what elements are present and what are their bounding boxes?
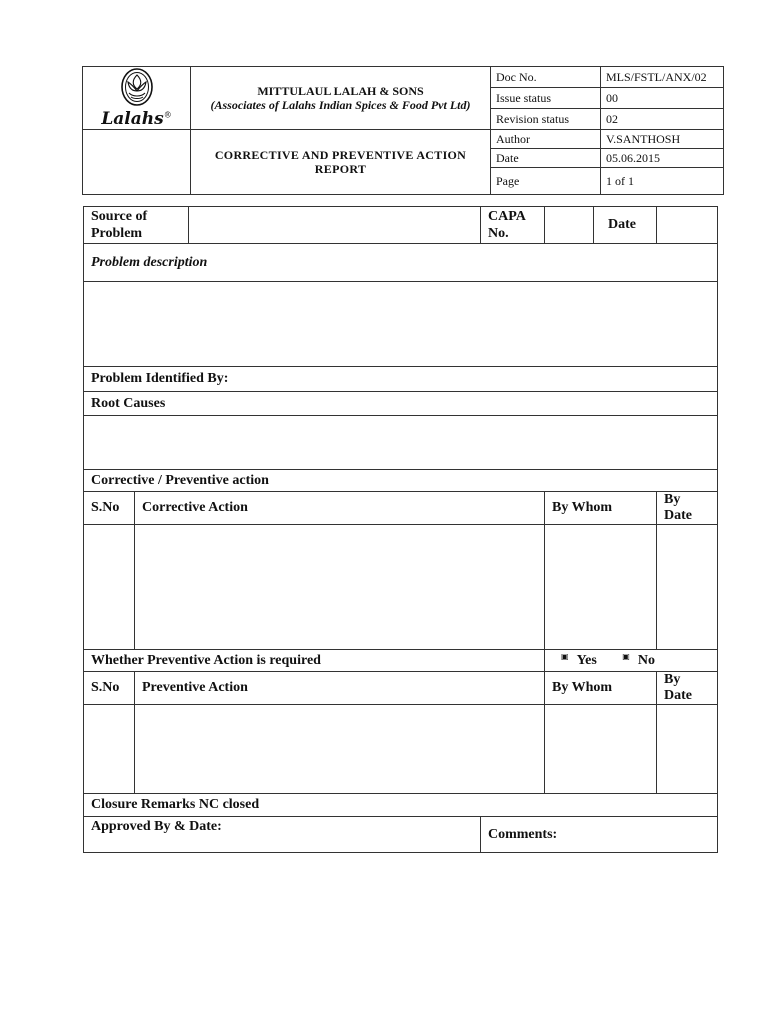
- preventive-col-by-date: By Date: [657, 672, 718, 705]
- no-option[interactable]: [622, 653, 655, 669]
- problem-description-label: Problem description: [84, 244, 718, 282]
- corrective-col-sno: S.No: [84, 492, 135, 525]
- corrective-by-whom-field[interactable]: [545, 525, 657, 650]
- meta-value-revision-status: 02: [601, 109, 724, 130]
- preventive-by-date-field[interactable]: [657, 705, 718, 794]
- date-field[interactable]: [657, 207, 718, 244]
- preventive-required-label: Whether Preventive Action is required: [84, 650, 545, 672]
- meta-value-doc-no: MLS/FSTL/ANX/02: [601, 67, 724, 88]
- meta-value-page: 1 of 1: [601, 168, 724, 195]
- company-logo: [83, 67, 190, 129]
- checkbox-icon[interactable]: ▣: [561, 652, 569, 661]
- logo-cell: [83, 67, 191, 130]
- capa-no-field[interactable]: [545, 207, 594, 244]
- meta-value-author: V.SANTHOSH: [601, 130, 724, 149]
- source-of-problem-label-line2: Problem: [91, 226, 143, 241]
- meta-label-revision-status: Revision status: [491, 109, 601, 130]
- meta-value-issue-status: 00: [601, 88, 724, 109]
- preventive-sno-field[interactable]: [84, 705, 135, 794]
- yes-option[interactable]: [561, 653, 597, 669]
- checkbox-icon[interactable]: ▣: [622, 652, 630, 661]
- meta-label-doc-no: Doc No.: [491, 67, 601, 88]
- meta-label-date: Date: [491, 149, 601, 168]
- corrective-col-by-whom: By Whom: [545, 492, 657, 525]
- preventive-col-sno: S.No: [84, 672, 135, 705]
- corrective-action-field[interactable]: [135, 525, 545, 650]
- corrective-col-action: Corrective Action: [135, 492, 545, 525]
- company-associate: (Associates of Lalahs Indian Spices & Food Pvt Ltd): [210, 98, 471, 112]
- closure-remarks-label: Closure Remarks NC closed: [84, 794, 718, 817]
- yes-label: Yes: [576, 653, 597, 668]
- date-label: Date: [594, 207, 657, 244]
- corrective-by-date-field[interactable]: [657, 525, 718, 650]
- corrective-sno-field[interactable]: [84, 525, 135, 650]
- report-title-line2: REPORT: [314, 162, 367, 176]
- preventive-required-choices: [545, 650, 718, 672]
- document-header: [82, 66, 724, 195]
- preventive-by-whom-field[interactable]: [545, 705, 657, 794]
- approved-by-label: Approved By & Date:: [91, 819, 222, 834]
- report-title-line1: CORRECTIVE AND PREVENTIVE ACTION: [214, 148, 467, 162]
- capa-no-label-line1: CAPA: [488, 209, 526, 224]
- corrective-col-by-date: By Date: [657, 492, 718, 525]
- no-label: No: [637, 653, 655, 668]
- company-name: MITTULAUL LALAH & SONS: [257, 84, 424, 98]
- problem-identified-by-label: Problem Identified By:: [84, 367, 718, 392]
- approved-by-cell[interactable]: [84, 817, 481, 853]
- problem-description-field[interactable]: [84, 282, 718, 367]
- root-causes-field[interactable]: [84, 416, 718, 470]
- comments-label: Comments:: [488, 826, 558, 842]
- capa-no-label-line2: No.: [488, 226, 509, 241]
- preventive-col-action: Preventive Action: [135, 672, 545, 705]
- capa-no-label: [481, 207, 545, 244]
- report-title-cell: [191, 130, 491, 195]
- capa-form: [83, 206, 718, 853]
- root-causes-label: Root Causes: [84, 392, 718, 416]
- meta-label-page: Page: [491, 168, 601, 195]
- lotus-emblem-icon: [119, 67, 155, 107]
- meta-label-issue-status: Issue status: [491, 88, 601, 109]
- preventive-col-by-whom: By Whom: [545, 672, 657, 705]
- corrective-preventive-section-label: Corrective / Preventive action: [84, 470, 718, 492]
- comments-cell[interactable]: [481, 817, 718, 853]
- logo-cell-lower: [83, 130, 191, 195]
- meta-value-date: 05.06.2015: [601, 149, 724, 168]
- source-of-problem-label-line1: Source of: [91, 209, 148, 224]
- meta-label-author: Author: [491, 130, 601, 149]
- source-of-problem-label: [84, 207, 189, 244]
- logo-wordmark: Lalahs®: [101, 109, 172, 129]
- source-of-problem-field[interactable]: [189, 207, 481, 244]
- company-cell: [191, 67, 491, 130]
- preventive-action-field[interactable]: [135, 705, 545, 794]
